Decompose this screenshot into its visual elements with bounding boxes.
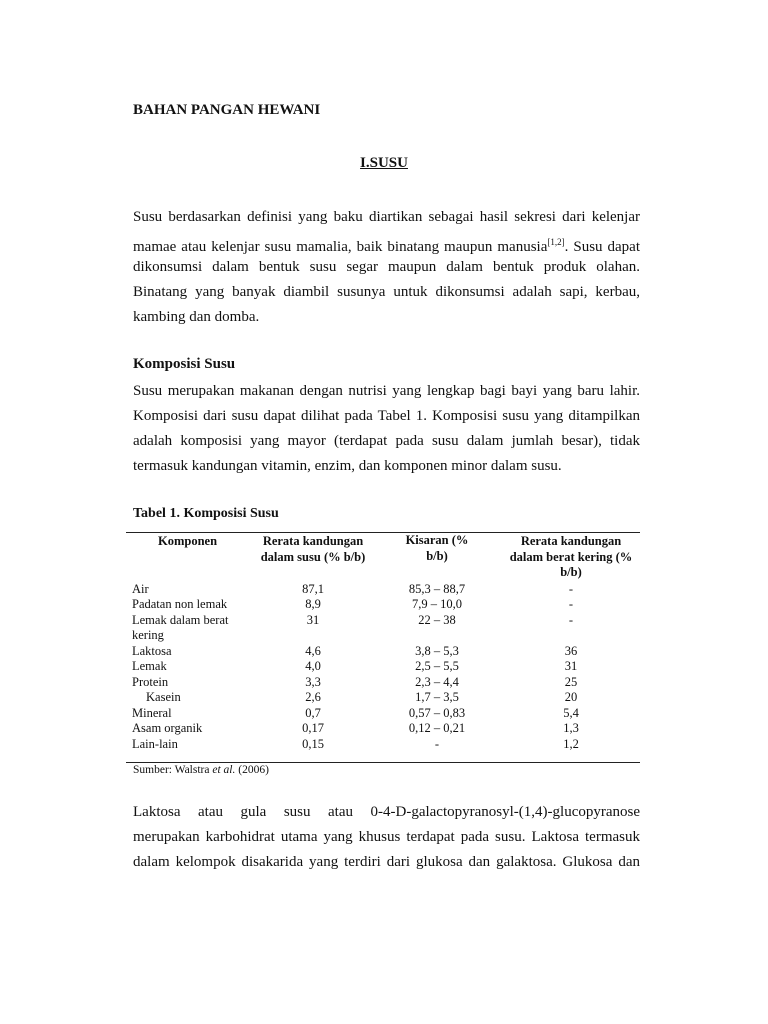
table-cell: Lemak [132, 659, 167, 673]
document-title: BAHAN PANGAN HEWANI [133, 102, 321, 118]
table-row [126, 675, 640, 691]
table-cell: 25 [564, 674, 578, 689]
table-cell: 36 [564, 643, 578, 658]
table-cell: Air [132, 581, 149, 596]
text-line [133, 232, 640, 257]
table-bottom-rule [126, 762, 640, 763]
table-cell: 1,2 [563, 736, 579, 751]
table-row [126, 597, 640, 613]
table-cell: - [568, 581, 574, 596]
table-source [133, 764, 269, 776]
text-span: Sumber: Walstra [133, 764, 213, 776]
text-line: adalah komposisi yang mayor (terdapat pada susu dalam jumlah besar), tidak [133, 433, 640, 449]
text-span: . Susu dapat [564, 239, 640, 255]
text-line: Laktosa atau gula susu atau 0-4-D-galactopyranosyl-(1,4)-glucopyranose [133, 804, 640, 820]
table-cell: Protein [132, 674, 169, 689]
text-line: merupakan karbohidrat utama yang khusus terdapat pada susu. Laktosa termasuk [133, 829, 640, 845]
table-cell: Lain-lain [132, 736, 178, 751]
table-row [126, 659, 640, 675]
text-span: mamae atau kelenjar susu mamalia, baik binatang maupun manusia [133, 239, 548, 255]
table-cell: 8,9 [305, 597, 321, 611]
table-cell: 0,57 – 0,83 [408, 705, 466, 720]
table-cell: - [434, 736, 440, 751]
table-row [126, 721, 640, 737]
table-cell: Padatan non lemak [132, 597, 228, 611]
table-cell: 87,1 [302, 581, 324, 596]
section-title: I.SUSU [360, 155, 408, 171]
table-cell: 4,6 [305, 643, 321, 658]
table-cell: 1,3 [563, 721, 579, 735]
table-row [126, 706, 640, 722]
table-row [126, 613, 640, 644]
composition-table [126, 532, 640, 768]
table-cell: Asam organik [132, 721, 203, 735]
table-row [126, 644, 640, 660]
text-line: kambing dan domba. [133, 309, 260, 325]
text-line: Binatang yang banyak diambil susunya untuk dikonsumsi adalah sapi, kerbau, [133, 284, 640, 300]
table-cell: 31 [306, 612, 320, 627]
text-line: Komposisi dari susu dapat dilihat pada Tabel 1. Komposisi susu yang ditampilkan [133, 408, 640, 424]
text-line: dikonsumsi dalam bentuk susu segar maupun dalam bentuk produk olahan. [133, 259, 640, 275]
table-row [126, 582, 640, 598]
table-row [126, 690, 640, 706]
table-cell: 0,7 [305, 705, 321, 720]
col-header: Kisaran (% b/b) [405, 533, 469, 563]
table-cell: 4,0 [305, 659, 321, 673]
table-cell: 22 – 38 [418, 612, 456, 627]
table-cell: 7,9 – 10,0 [412, 597, 462, 611]
table-cell: Lemak dalam berat kering [132, 612, 229, 642]
table-caption: Tabel 1. Komposisi Susu [133, 506, 279, 521]
table-cell: - [568, 612, 574, 627]
table-cell: 85,3 – 88,7 [408, 581, 466, 596]
text-line: dalam kelompok disakarida yang terdiri dari glukosa dan galaktosa. Glukosa dan [133, 854, 640, 870]
table-row [126, 737, 640, 753]
table-cell: 20 [564, 690, 578, 704]
text-line: Susu berdasarkan definisi yang baku diartikan sebagai hasil sekresi dari kelenjar [133, 209, 640, 225]
text-line: Susu merupakan makanan dengan nutrisi yang lengkap bagi bayi yang baru lahir. [133, 383, 640, 399]
table-cell: 2,3 – 4,4 [415, 674, 459, 689]
table-cell: Kasein [146, 690, 181, 704]
table-cell: 5,4 [563, 705, 579, 720]
table-cell: 2,5 – 5,5 [415, 659, 459, 673]
subheading: Komposisi Susu [133, 356, 236, 372]
table-cell: Mineral [132, 705, 172, 720]
table-cell: 1,7 – 3,5 [415, 690, 459, 704]
col-header: Rerata kandungan dalam susu (% b/b) [260, 534, 366, 564]
table-cell: 3,8 – 5,3 [415, 643, 459, 658]
table-cell: Laktosa [132, 643, 172, 658]
text-span: et al. [212, 764, 236, 776]
col-header: Komponen [158, 534, 218, 548]
table-cell: 31 [564, 659, 578, 673]
citation: [1,2] [547, 237, 565, 247]
table-cell: 0,12 – 0,21 [408, 721, 466, 735]
text-line: termasuk kandungan vitamin, enzim, dan komponen minor dalam susu. [133, 458, 562, 474]
table-cell: 3,3 [305, 674, 321, 689]
table-cell: - [568, 597, 574, 611]
table-cell: 0,17 [302, 721, 324, 735]
table-cell: 2,6 [305, 690, 321, 704]
table-cell: 0,15 [302, 736, 324, 751]
text-span: (2006) [235, 764, 269, 776]
col-header: Rerata kandungan dalam berat kering (% b/b) [509, 534, 633, 579]
